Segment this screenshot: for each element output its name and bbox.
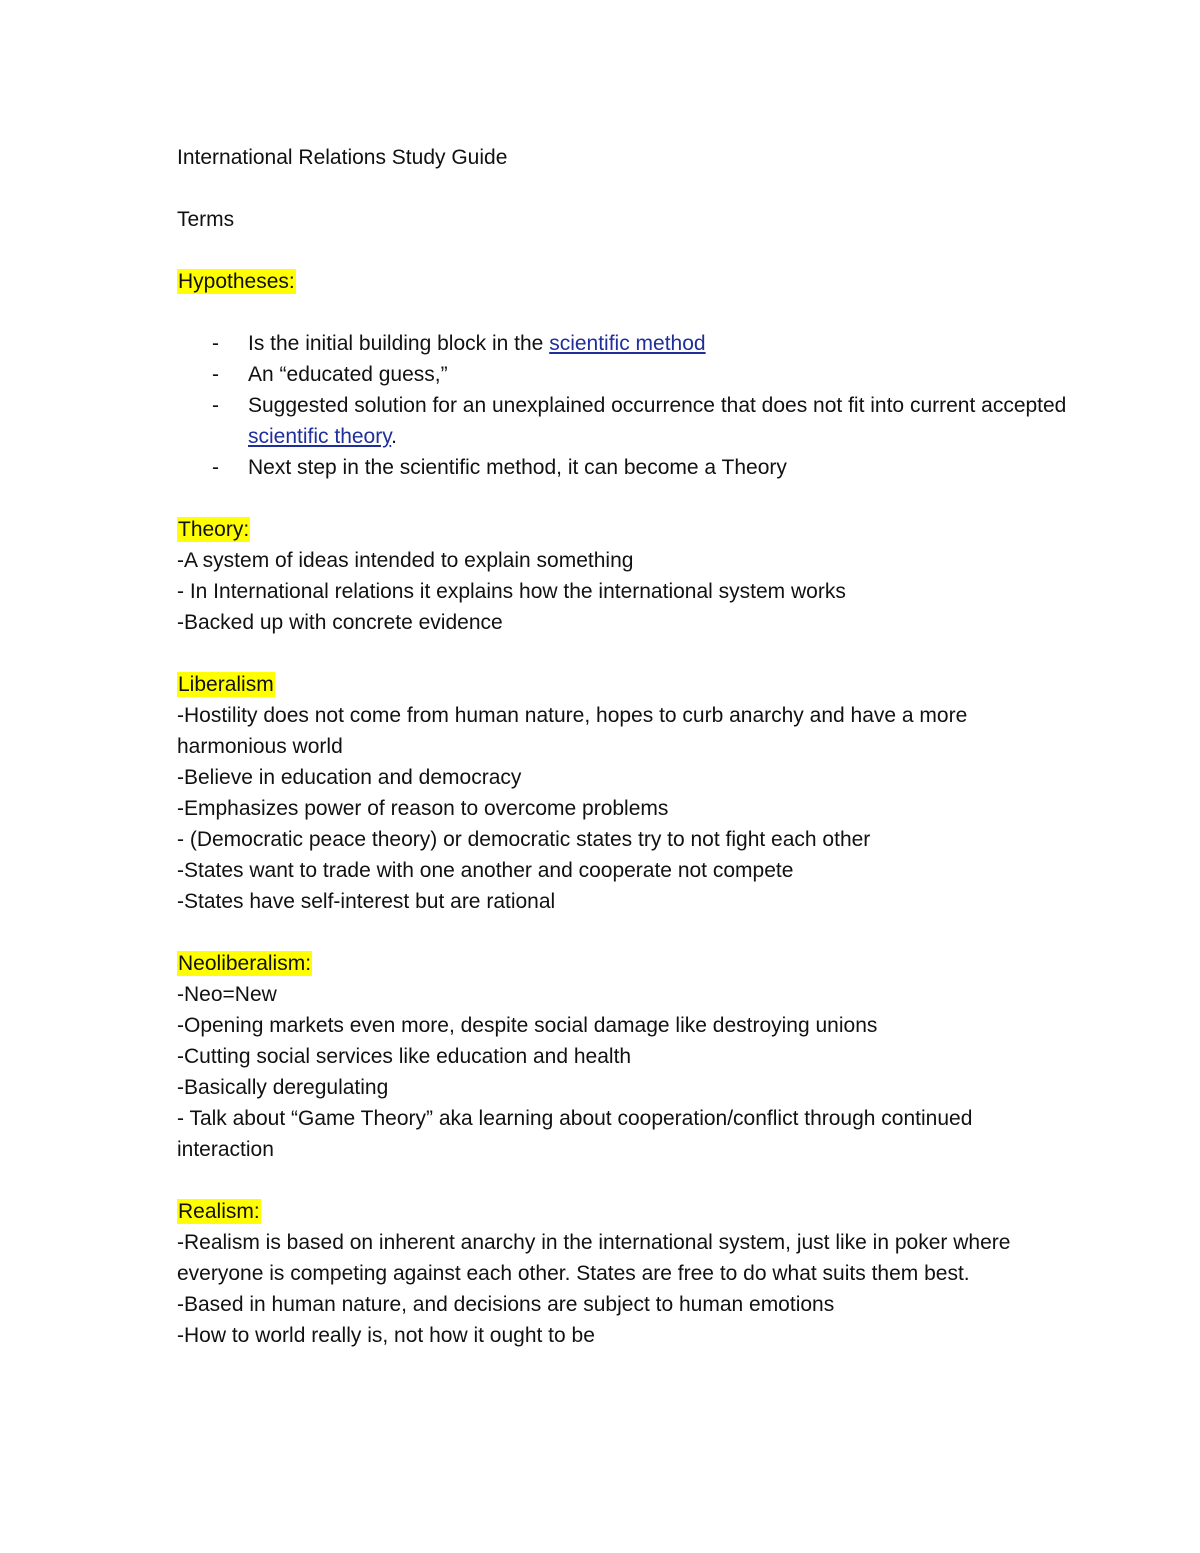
section-hypotheses	[177, 266, 1067, 483]
bullet-dash: -	[212, 332, 219, 355]
neoliberalism-line: -Opening markets even more, despite social damage like destroying unions	[177, 1014, 878, 1037]
theory-line: -Backed up with concrete evidence	[177, 611, 503, 634]
list-item	[177, 359, 1068, 390]
neoliberalism-line: -Cutting social services like education and health	[177, 1045, 632, 1068]
section-realism	[177, 1196, 1050, 1351]
liberalism-line: -Believe in education and democracy	[177, 766, 522, 789]
hypotheses-b2-text: An “educated guess,”	[248, 363, 448, 386]
hypotheses-b3-end: .	[391, 425, 398, 448]
bullet-dash: -	[212, 456, 219, 479]
section-neoliberalism	[177, 948, 1050, 1165]
realism-line: -Realism is based on inherent anarchy in the international system, just like in poker where everyone is competing against each other. States are free to do what suits them best.	[177, 1231, 1011, 1285]
section-theory	[177, 514, 1050, 638]
document-title: International Relations Study Guide	[177, 146, 508, 169]
scientific-method-link[interactable]: scientific method	[549, 332, 706, 355]
theory-heading: Theory:	[178, 518, 250, 541]
realism-line: -Based in human nature, and decisions are subject to human emotions	[177, 1293, 835, 1316]
liberalism-line: -States have self-interest but are rational	[177, 890, 556, 913]
hypotheses-b3-text: Suggested solution for an unexplained occurrence that does not fit into current accepted	[248, 394, 1067, 417]
terms-heading: Terms	[177, 208, 235, 231]
hypotheses-b1-text: Is the initial building block in the	[248, 332, 550, 355]
bullet-dash: -	[212, 394, 219, 417]
neoliberalism-heading: Neoliberalism:	[178, 952, 312, 975]
section-liberalism	[177, 669, 1050, 917]
list-item	[177, 390, 1068, 452]
scientific-theory-link[interactable]: scientific theory	[248, 425, 392, 448]
list-item	[177, 452, 1068, 483]
realism-line: -How to world really is, not how it ought to be	[177, 1324, 595, 1347]
neoliberalism-line: -Neo=New	[177, 983, 277, 1006]
realism-heading: Realism:	[178, 1200, 260, 1223]
hypotheses-list	[177, 328, 1067, 483]
theory-line: - In International relations it explains how the international system works	[177, 580, 846, 603]
list-item	[177, 328, 1068, 359]
liberalism-line: -States want to trade with one another and cooperate not compete	[177, 859, 794, 882]
liberalism-line: -Hostility does not come from human nature, hopes to curb anarchy and have a more harmonious world	[177, 704, 968, 758]
liberalism-line: -Emphasizes power of reason to overcome problems	[177, 797, 669, 820]
liberalism-heading: Liberalism	[178, 673, 274, 696]
hypotheses-b4-text: Next step in the scientific method, it can become a Theory	[248, 456, 787, 479]
neoliberalism-line: - Talk about “Game Theory” aka learning about cooperation/conflict through continued interaction	[177, 1107, 973, 1161]
liberalism-line: - (Democratic peace theory) or democratic states try to not fight each other	[177, 828, 871, 851]
hypotheses-heading: Hypotheses:	[178, 270, 295, 293]
neoliberalism-line: -Basically deregulating	[177, 1076, 389, 1099]
theory-line: -A system of ideas intended to explain something	[177, 549, 634, 572]
bullet-dash: -	[212, 363, 219, 386]
